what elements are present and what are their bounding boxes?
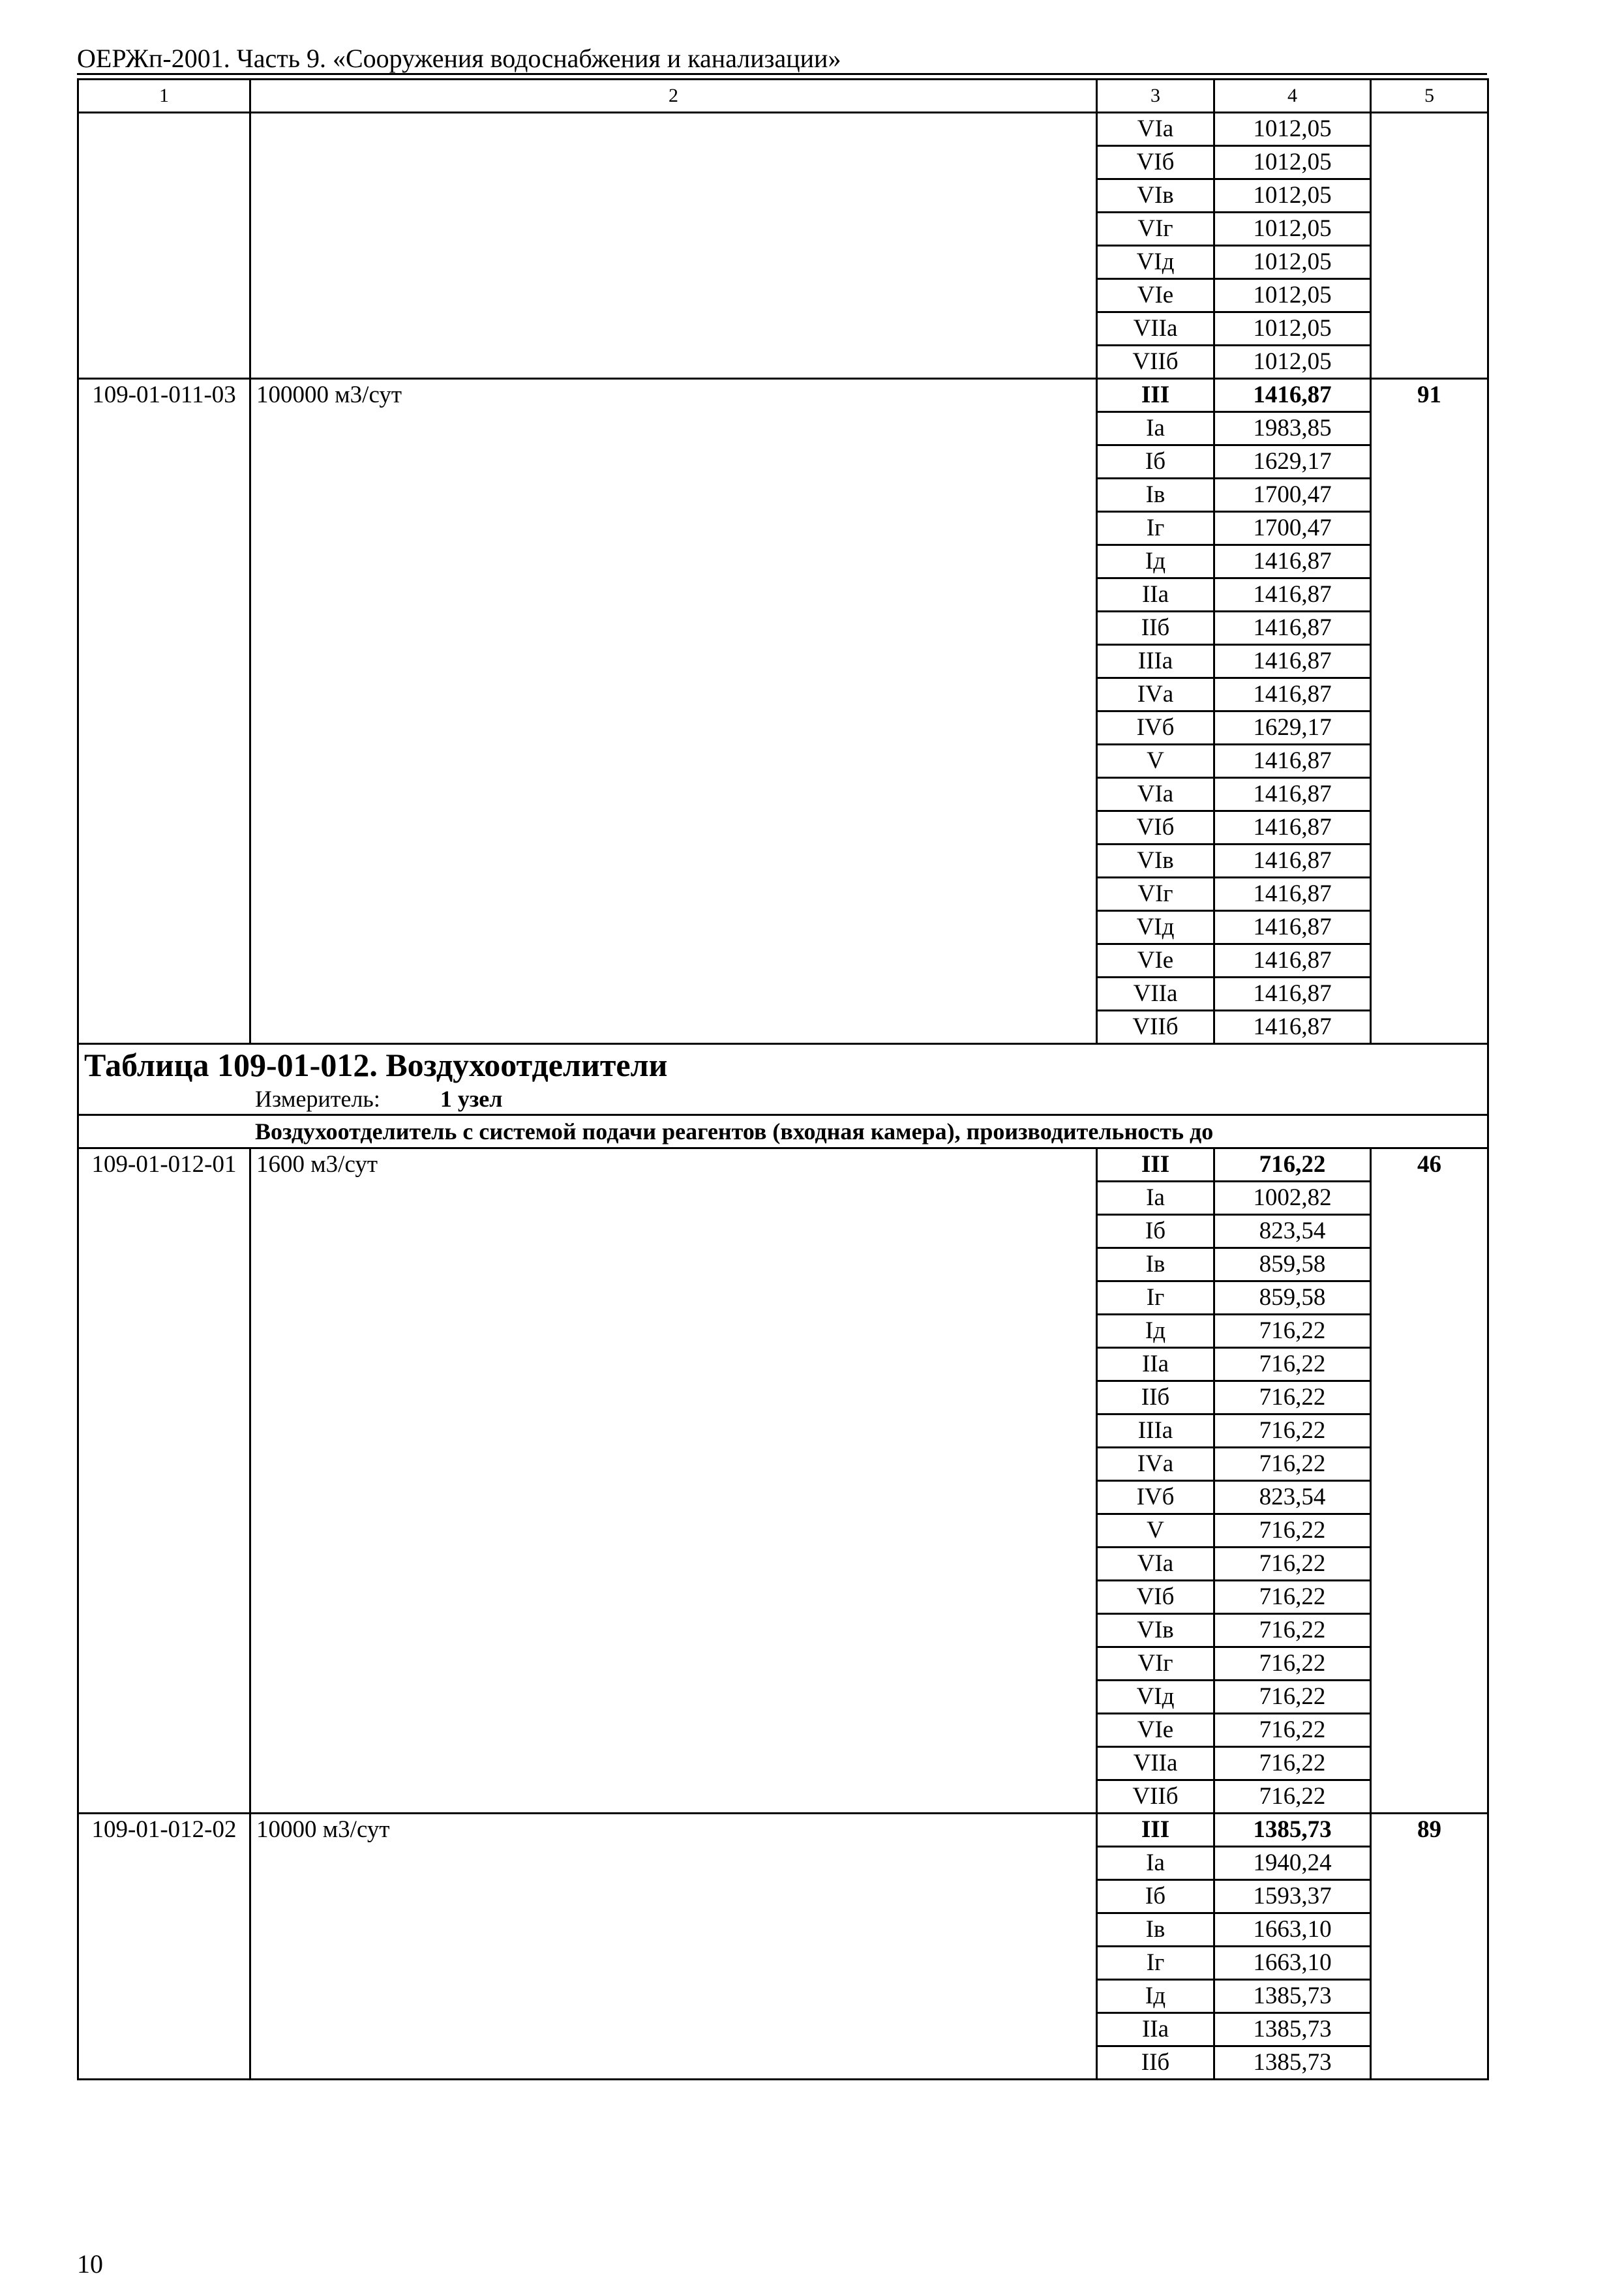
zone-cell: IVа <box>1097 1448 1214 1481</box>
price-cell: 1700,47 <box>1214 479 1371 512</box>
zone-cell: IIб <box>1097 1381 1214 1414</box>
total-cell <box>1371 113 1488 379</box>
price-cell: 716,22 <box>1214 1780 1371 1814</box>
zone-cell: IVб <box>1097 1481 1214 1514</box>
item-name: 100000 м3/сут <box>250 379 1097 1044</box>
zone-cell: Iв <box>1097 479 1214 512</box>
zone-cell: IIIа <box>1097 645 1214 678</box>
column-number: 4 <box>1214 80 1371 113</box>
table-row <box>78 1148 1488 1182</box>
price-cell: 1012,05 <box>1214 113 1371 146</box>
zone-cell: VIб <box>1097 1581 1214 1614</box>
zone-cell: IIIа <box>1097 1414 1214 1448</box>
item-code: 109-01-012-01 <box>78 1148 250 1814</box>
zone-cell: III <box>1097 379 1214 412</box>
running-header: ОЕРЖп-2001. Часть 9. «Сооружения водоснабжения и канализации» <box>77 44 841 73</box>
zone-cell: VIд <box>1097 1681 1214 1714</box>
page-number: 10 <box>77 2249 103 2279</box>
zone-cell: VIд <box>1097 246 1214 279</box>
zone-cell: VIв <box>1097 845 1214 878</box>
subheader-row <box>78 1115 1488 1148</box>
zone-cell: VIIб <box>1097 1780 1214 1814</box>
price-cell: 1416,87 <box>1214 878 1371 911</box>
zone-cell: VIб <box>1097 146 1214 179</box>
price-cell: 1012,05 <box>1214 346 1371 379</box>
zone-cell: IIб <box>1097 2046 1214 2080</box>
total-cell: 91 <box>1371 379 1488 1044</box>
zone-cell: IVб <box>1097 711 1214 745</box>
zone-cell: IIа <box>1097 1348 1214 1381</box>
item-code: 109-01-012-02 <box>78 1814 250 2080</box>
price-cell: 716,22 <box>1214 1148 1371 1182</box>
zone-cell: VIг <box>1097 213 1214 246</box>
meter-line <box>79 1085 1487 1113</box>
price-cell: 1416,87 <box>1214 1011 1371 1044</box>
item-name: 10000 м3/сут <box>250 1814 1097 2080</box>
price-cell: 716,22 <box>1214 1581 1371 1614</box>
zone-cell: IIа <box>1097 578 1214 612</box>
price-cell: 823,54 <box>1214 1481 1371 1514</box>
price-cell: 1983,85 <box>1214 412 1371 445</box>
price-cell: 1012,05 <box>1214 312 1371 346</box>
zone-cell: Iг <box>1097 512 1214 545</box>
price-cell: 1416,87 <box>1214 978 1371 1011</box>
price-cell: 716,22 <box>1214 1647 1371 1681</box>
zone-cell: IVа <box>1097 678 1214 711</box>
price-cell: 1663,10 <box>1214 1947 1371 1980</box>
price-cell: 1416,87 <box>1214 678 1371 711</box>
price-cell: 1416,87 <box>1214 911 1371 944</box>
price-cell: 1416,87 <box>1214 845 1371 878</box>
total-cell: 89 <box>1371 1814 1488 2080</box>
price-cell: 716,22 <box>1214 1381 1371 1414</box>
price-cell: 716,22 <box>1214 1448 1371 1481</box>
price-cell: 716,22 <box>1214 1414 1371 1448</box>
table-title: Таблица 109-01-012. Воздухоотделители <box>84 1047 668 1083</box>
zone-cell: III <box>1097 1814 1214 1847</box>
total-cell: 46 <box>1371 1148 1488 1814</box>
zone-cell: VIа <box>1097 113 1214 146</box>
price-cell: 716,22 <box>1214 1747 1371 1780</box>
price-cell: 1416,87 <box>1214 745 1371 778</box>
zone-cell: VIе <box>1097 944 1214 978</box>
item-code: 109-01-011-03 <box>78 379 250 1044</box>
column-number: 2 <box>250 80 1097 113</box>
item-name: 1600 м3/сут <box>250 1148 1097 1814</box>
zone-cell: VIIб <box>1097 1011 1214 1044</box>
column-number-row <box>78 80 1488 113</box>
zone-cell: IIб <box>1097 612 1214 645</box>
zone-cell: Iв <box>1097 1248 1214 1281</box>
price-cell: 1593,37 <box>1214 1880 1371 1913</box>
price-cell: 716,22 <box>1214 1315 1371 1348</box>
item-name <box>250 113 1097 379</box>
price-cell: 716,22 <box>1214 1614 1371 1647</box>
price-cell: 859,58 <box>1214 1281 1371 1315</box>
item-code <box>78 113 250 379</box>
zone-cell: VIг <box>1097 1647 1214 1681</box>
price-cell: 1385,73 <box>1214 2046 1371 2080</box>
zone-cell: Iа <box>1097 1847 1214 1880</box>
price-cell: 716,22 <box>1214 1348 1371 1381</box>
price-cell: 1940,24 <box>1214 1847 1371 1880</box>
zone-cell: VIа <box>1097 1548 1214 1581</box>
zone-cell: V <box>1097 1514 1214 1548</box>
price-cell: 1416,87 <box>1214 545 1371 578</box>
table-row <box>78 379 1488 412</box>
price-cell: 716,22 <box>1214 1514 1371 1548</box>
zone-cell: IIа <box>1097 2013 1214 2046</box>
zone-cell: Iд <box>1097 1315 1214 1348</box>
price-cell: 1012,05 <box>1214 213 1371 246</box>
price-cell: 859,58 <box>1214 1248 1371 1281</box>
price-cell: 1629,17 <box>1214 711 1371 745</box>
zone-cell: VIе <box>1097 1714 1214 1747</box>
price-cell: 1012,05 <box>1214 246 1371 279</box>
price-cell: 1416,87 <box>1214 645 1371 678</box>
price-cell: 716,22 <box>1214 1714 1371 1747</box>
column-number: 3 <box>1097 80 1214 113</box>
zone-cell: V <box>1097 745 1214 778</box>
zone-cell: VIб <box>1097 811 1214 845</box>
zone-cell: VIа <box>1097 778 1214 811</box>
zone-cell: Iб <box>1097 1215 1214 1248</box>
section-header <box>78 1044 1488 1115</box>
zone-cell: Iг <box>1097 1947 1214 1980</box>
price-cell: 1012,05 <box>1214 179 1371 213</box>
subheader: Воздухоотделитель с системой подачи реагентов (входная камера), производительность до <box>78 1115 1488 1148</box>
zone-cell: VIе <box>1097 279 1214 312</box>
meter-label: Измеритель: <box>255 1086 380 1112</box>
section-header-row <box>78 1044 1488 1115</box>
zone-cell: VIв <box>1097 1614 1214 1647</box>
zone-cell: Iд <box>1097 545 1214 578</box>
zone-cell: Iг <box>1097 1281 1214 1315</box>
zone-cell: VIIа <box>1097 978 1214 1011</box>
price-cell: 1385,73 <box>1214 2013 1371 2046</box>
zone-cell: VIг <box>1097 878 1214 911</box>
zone-cell: VIIа <box>1097 1747 1214 1780</box>
price-cell: 1416,87 <box>1214 778 1371 811</box>
price-cell: 1012,05 <box>1214 146 1371 179</box>
column-number: 1 <box>78 80 250 113</box>
price-cell: 1629,17 <box>1214 445 1371 479</box>
column-number: 5 <box>1371 80 1488 113</box>
zone-cell: VIIа <box>1097 312 1214 346</box>
table-row <box>78 113 1488 146</box>
zone-cell: VIв <box>1097 179 1214 213</box>
zone-cell: Iв <box>1097 1913 1214 1947</box>
zone-cell: III <box>1097 1148 1214 1182</box>
zone-cell: VIIб <box>1097 346 1214 379</box>
price-cell: 716,22 <box>1214 1548 1371 1581</box>
header-rule <box>77 73 1487 75</box>
rates-table <box>77 78 1489 2080</box>
price-cell: 1663,10 <box>1214 1913 1371 1947</box>
price-cell: 1416,87 <box>1214 612 1371 645</box>
zone-cell: Iа <box>1097 412 1214 445</box>
zone-cell: Iб <box>1097 445 1214 479</box>
zone-cell: Iа <box>1097 1182 1214 1215</box>
zone-cell: VIд <box>1097 911 1214 944</box>
price-cell: 1700,47 <box>1214 512 1371 545</box>
price-cell: 1012,05 <box>1214 279 1371 312</box>
price-cell: 1416,87 <box>1214 379 1371 412</box>
zone-cell: Iб <box>1097 1880 1214 1913</box>
price-cell: 1416,87 <box>1214 811 1371 845</box>
price-cell: 1416,87 <box>1214 578 1371 612</box>
price-cell: 716,22 <box>1214 1681 1371 1714</box>
table-row <box>78 1814 1488 1847</box>
price-cell: 823,54 <box>1214 1215 1371 1248</box>
zone-cell: Iд <box>1097 1980 1214 2013</box>
price-cell: 1385,73 <box>1214 1980 1371 2013</box>
price-cell: 1416,87 <box>1214 944 1371 978</box>
price-cell: 1002,82 <box>1214 1182 1371 1215</box>
price-cell: 1385,73 <box>1214 1814 1371 1847</box>
meter-value: 1 узел <box>440 1086 503 1112</box>
